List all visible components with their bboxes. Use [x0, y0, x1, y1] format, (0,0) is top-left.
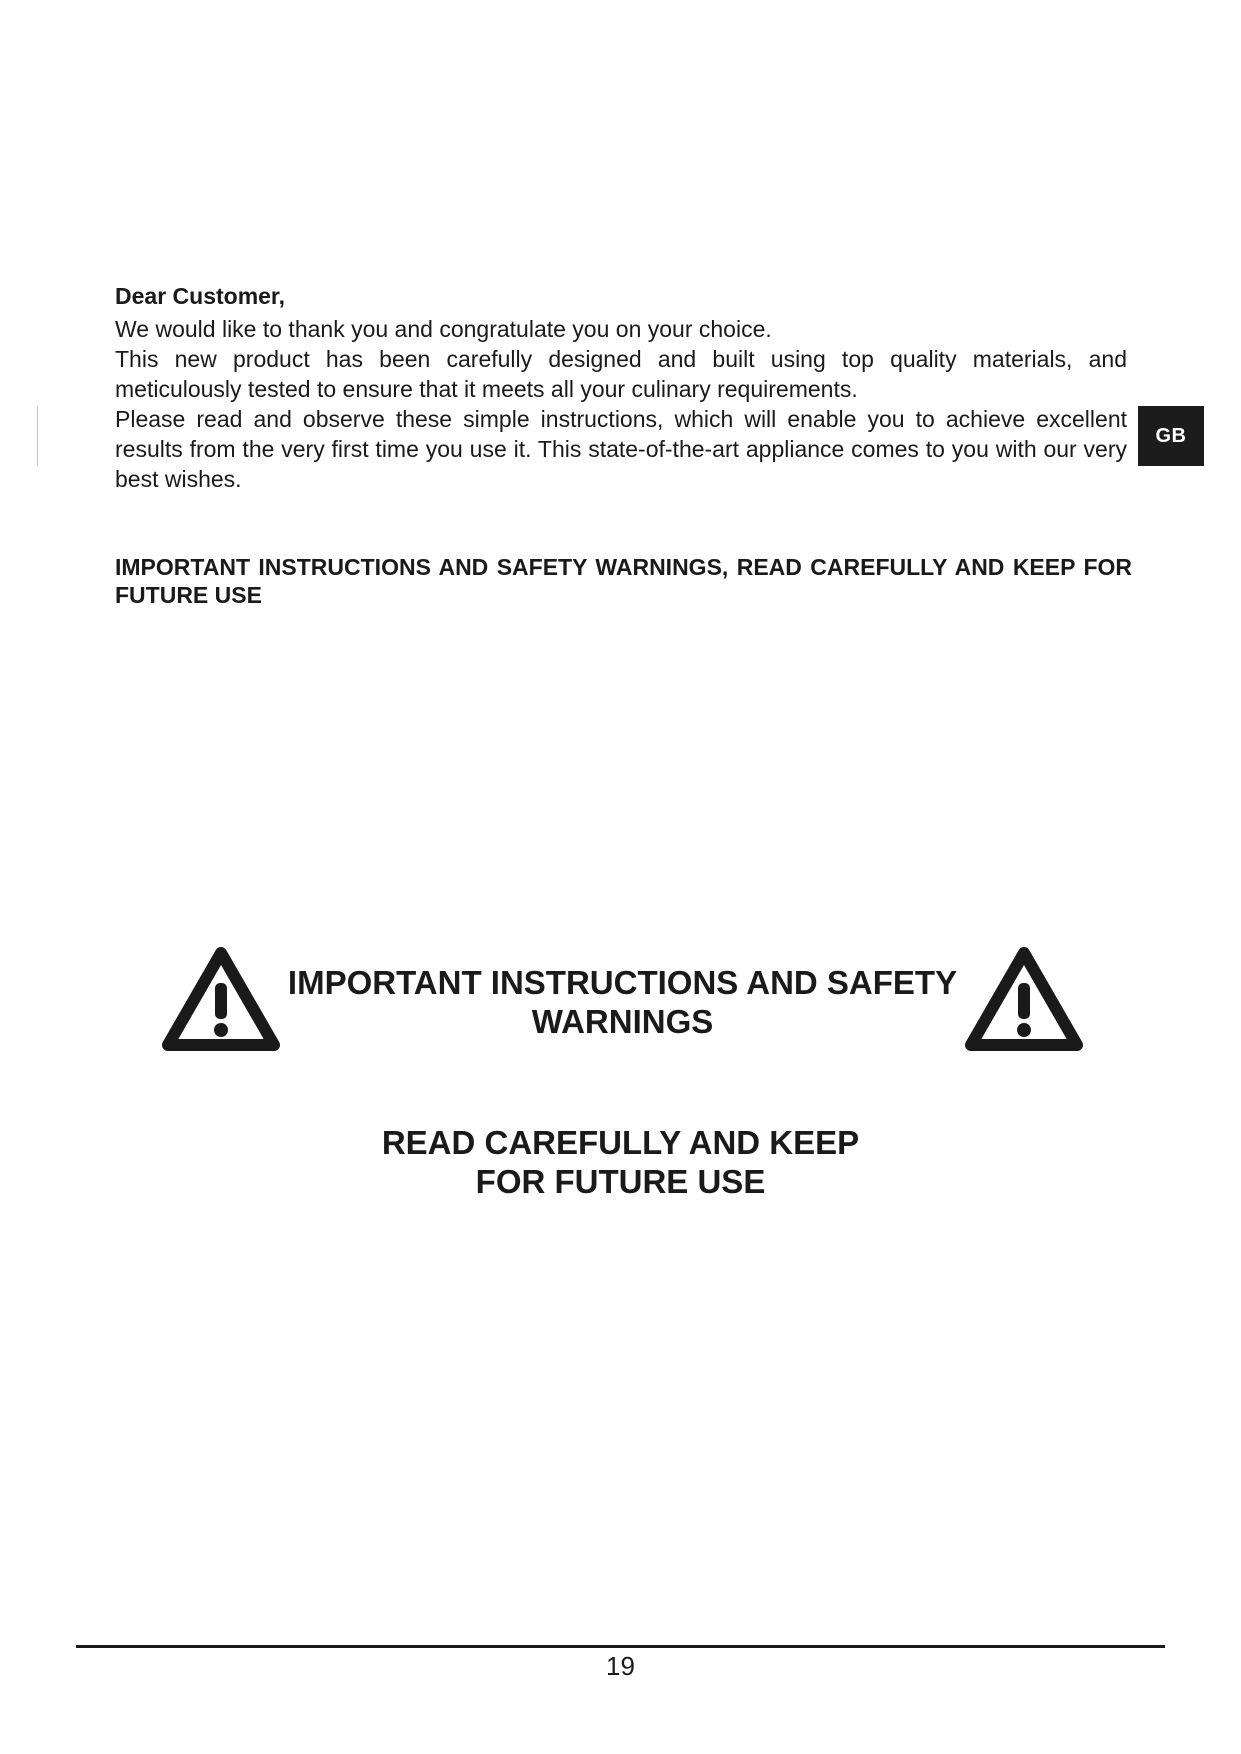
read-title-line2: FOR FUTURE USE [475, 1163, 766, 1200]
warning-title-line2: WARNINGS [531, 1003, 714, 1040]
read-carefully-title [200, 1123, 1041, 1201]
page-edge-mark [37, 406, 38, 466]
safety-notice: IMPORTANT INSTRUCTIONS AND SAFETY WARNINGS, READ CAREFULLY AND KEEP FOR FUTURE USE [115, 554, 1132, 608]
greeting: Dear Customer, [115, 283, 286, 309]
page-number: 19 [606, 1651, 635, 1681]
language-tab: GB [1138, 406, 1204, 466]
read-title-line1: READ CAREFULLY AND KEEP [381, 1124, 860, 1161]
intro-paragraph-instructions: Please read and observe these simple instructions, which will enable you to achieve excellent results from the very first time you use it. This state-of-the-art appliance comes to you with our very best wishes. [115, 406, 1127, 492]
warning-title [280, 963, 965, 1041]
intro-paragraph-thanks: We would like to thank you and congratulate you on your choice. [115, 316, 772, 342]
warning-triangle-icon [963, 945, 1085, 1053]
warning-triangle-icon [160, 945, 282, 1053]
warning-banner [160, 945, 1085, 1055]
footer-divider [76, 1645, 1165, 1648]
intro-paragraph-product: This new product has been carefully designed and built using top quality materials, and meticulously tested to ensure that it meets all your culinary requirements. [115, 346, 1127, 402]
warning-title-line1: IMPORTANT INSTRUCTIONS AND SAFETY [287, 964, 958, 1001]
intro-section [115, 280, 1127, 494]
